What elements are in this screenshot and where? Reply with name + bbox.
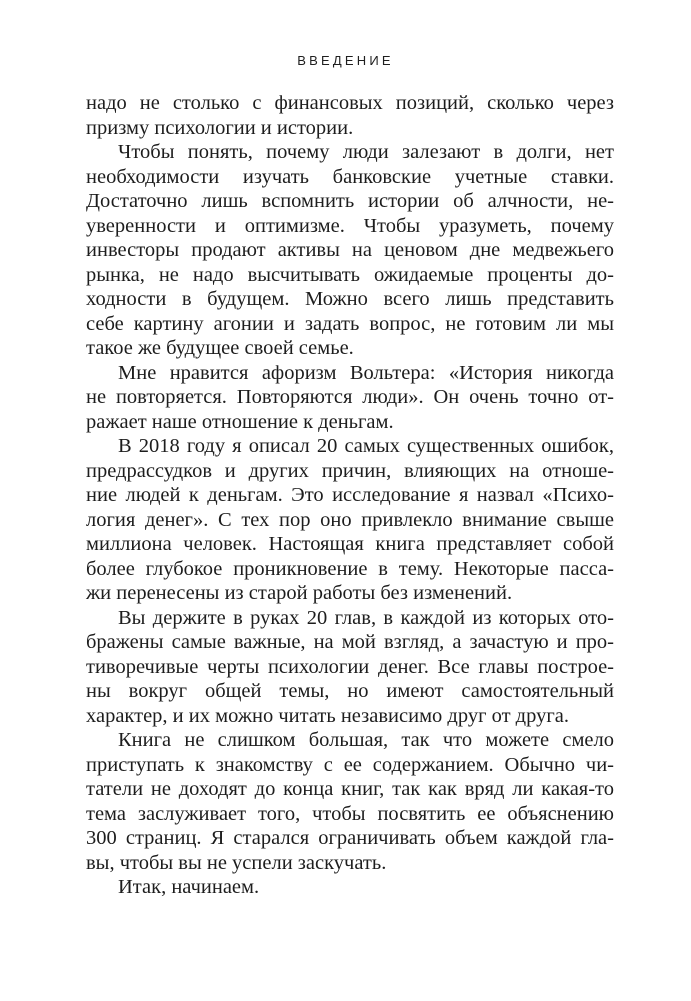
body-text <box>86 91 614 900</box>
text-line: тема заслуживает того, чтобы посвятить ее объяснению <box>86 802 614 825</box>
text-line: жи перенесены из старой работы без изменений. <box>86 582 513 604</box>
text-line: ходности в будущем. Можно всего лишь представить <box>86 288 614 310</box>
text-line: уверенности и оптимизме. Чтобы уразуметь, почему <box>86 214 614 237</box>
text-line: 300 страниц. Я старался ограничивать объем каждой гла- <box>86 827 614 849</box>
text-line: предрассудков и других причин, влияющих на отноше- <box>86 459 614 482</box>
running-head: ВВЕДЕНИЕ <box>297 53 394 68</box>
text-line: В 2018 году я описал 20 самых существенных ошибок, <box>118 435 614 457</box>
text-line: характер, и их можно читать независимо друг от друга. <box>86 704 569 727</box>
text-line: тиворечивые черты психологии денег. Все главы построе- <box>86 655 614 678</box>
text-line: логия денег». С тех пор оно привлекло внимание свыше <box>86 508 614 531</box>
text-line: Мне нравится афоризм Вольтера: «История никогда <box>118 361 614 384</box>
text-line: необходимости изучать банковские учетные ставки. <box>86 165 614 188</box>
text-line: Вы держите в руках 20 глав, в каждой из которых ото- <box>118 606 614 629</box>
text-line: татели не доходят до конца книг, так как вряд ли какая-то <box>86 778 614 800</box>
text-line: вы, чтобы вы не успели заскучать. <box>86 851 387 874</box>
text-line: Достаточно лишь вспомнить истории об алчности, не- <box>86 190 614 212</box>
text-line: рынка, не надо высчитывать ожидаемые проценты до- <box>86 263 614 286</box>
text-line: инвесторы продают активы на ценовом дне медвежьего <box>86 239 614 261</box>
text-line: ражает наше отношение к деньгам. <box>86 410 394 433</box>
text-line: бражены самые важные, на мой взгляд, а зачастую и про- <box>86 631 614 653</box>
text-line: Итак, начинаем. <box>118 876 260 898</box>
text-line: миллиона человек. Настоящая книга представляет собой <box>86 533 614 555</box>
text-line: надо не столько с финансовых позиций, сколько через <box>86 92 614 114</box>
text-line: не повторяется. Повторяются люди». Он очень точно от- <box>86 386 614 408</box>
text-line: Книга не слишком большая, так что можете смело <box>118 729 614 751</box>
text-line: призму психологии и истории. <box>86 116 354 139</box>
text-line: такое же будущее своей семье. <box>86 337 354 359</box>
text-line: приступать к знакомству с ее содержанием. Обычно чи- <box>86 753 614 776</box>
text-line: себе картину агонии и задать вопрос, не готовим ли мы <box>86 312 614 335</box>
text-line: более глубокое проникновение в тему. Некоторые пасса- <box>86 557 614 580</box>
text-line: Чтобы понять, почему люди залезают в долги, нет <box>118 141 614 163</box>
text-line: ние людей к деньгам. Это исследование я назвал «Психо- <box>86 484 614 506</box>
text-line: ны вокруг общей темы, но имеют самостоятельный <box>86 680 614 702</box>
